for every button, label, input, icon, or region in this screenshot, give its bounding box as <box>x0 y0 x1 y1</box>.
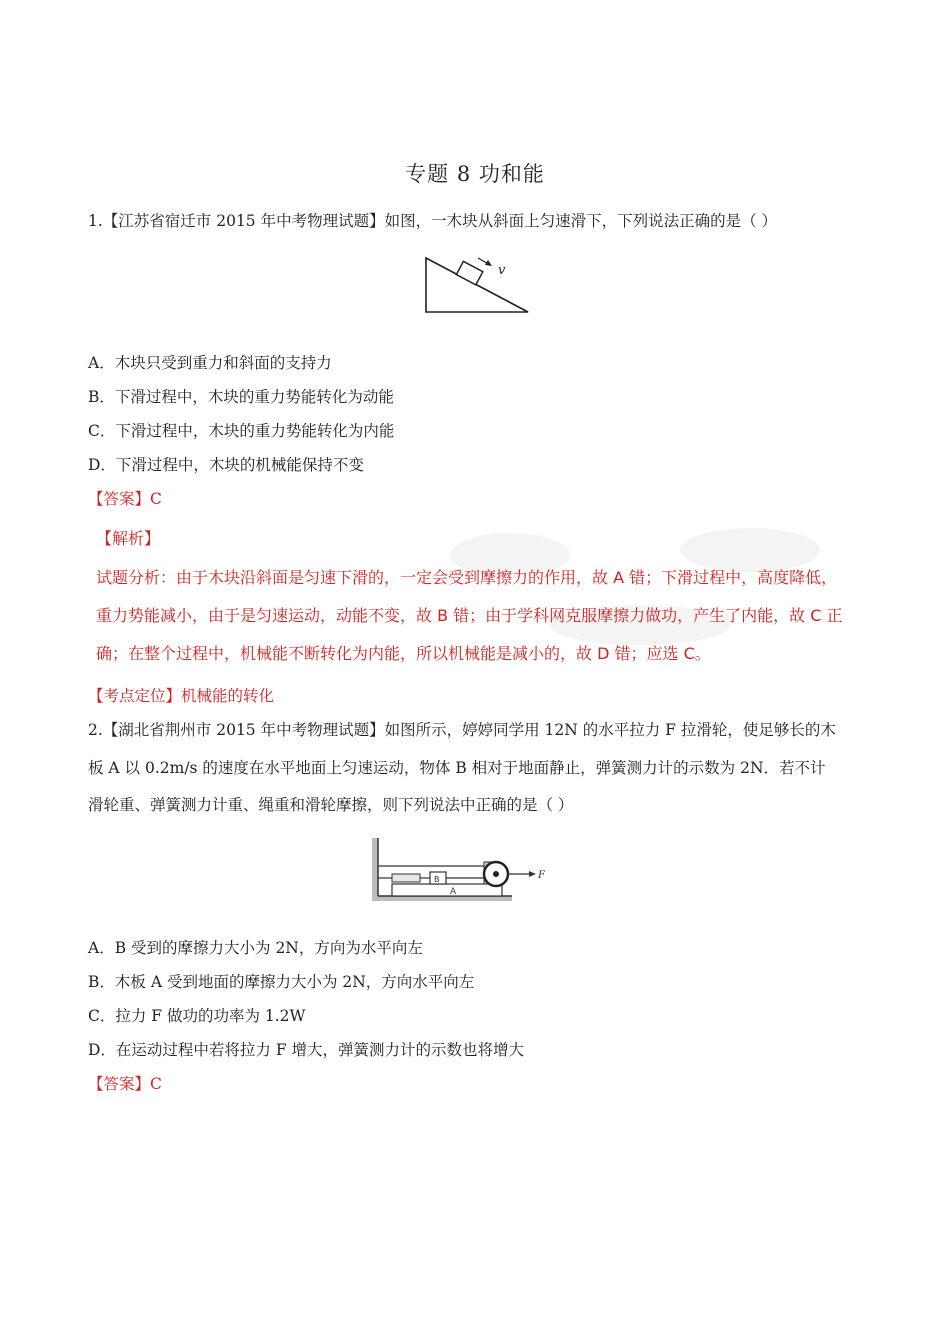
answer-value: C <box>150 490 162 508</box>
analysis-line-1: 试题分析：由于木块沿斜面是匀速下滑的，一定会受到摩擦力的作用，故 A 错；下滑过程中，高度降低， <box>96 568 838 587</box>
wall <box>372 838 378 898</box>
topic-label: 【考点定位】 <box>88 687 182 705</box>
block-b-label: B <box>434 875 440 884</box>
force-arrowhead <box>529 871 536 877</box>
q1-answer <box>88 489 868 509</box>
answer-label: 【答案】 <box>88 490 151 508</box>
q2-option-d: D．在运动过程中若将拉力 F 增大，弹簧测力计的示数也将增大 <box>88 1041 525 1059</box>
q1-option-b: B．下滑过程中，木块的重力势能转化为动能 <box>88 388 394 406</box>
topic-value: 机械能的转化 <box>181 687 275 705</box>
analysis-label: 【解析】 <box>96 529 161 548</box>
spring-scale <box>392 874 420 882</box>
force-label: F <box>538 870 545 881</box>
q1-option-c: C．下滑过程中，木块的重力势能转化为内能 <box>88 422 395 440</box>
q1-option-d: D．下滑过程中，木块的机械能保持不变 <box>88 456 364 474</box>
q1-option-a: A．木块只受到重力和斜面的支持力 <box>88 354 332 372</box>
answer-value: C <box>150 1075 162 1093</box>
q2-stem-line-2: 板 A 以 0.2m/s 的速度在水平地面上匀速运动，物体 B 相对于地面静止，弹簧测力计的示数为 2N．若不计 <box>88 759 826 777</box>
answer-label: 【答案】 <box>88 1075 151 1093</box>
q1-topic <box>88 686 868 706</box>
q1-stem: 1.【江苏省宿迁市 2015 年中考物理试题】如图，一木块从斜面上匀速滑下，下列说法正确的是（ ） <box>88 212 778 230</box>
q2-stem-line-1: 2.【湖北省荆州市 2015 年中考物理试题】如图所示，婷婷同学用 12N 的水平拉力 F 拉滑轮，使足够长的木 <box>88 721 836 739</box>
q2-option-b: B．木板 A 受到地面的摩擦力大小为 2N，方向水平向左 <box>88 973 475 991</box>
velocity-label: v <box>498 263 506 278</box>
analysis-line-3: 确；在整个过程中，机械能不断转化为内能，所以机械能是减小的，故 D 错；应选 C。 <box>96 644 711 663</box>
q2-answer <box>88 1074 868 1094</box>
board-a <box>392 884 502 896</box>
incline-triangle <box>426 258 528 312</box>
page-title: 专题 8 功和能 <box>405 162 545 186</box>
q2-stem-line-3: 滑轮重、弹簧测力计重、绳重和滑轮摩擦，则下列说法中正确的是（ ） <box>88 796 574 814</box>
incline-figure <box>420 252 535 320</box>
analysis-line-2: 重力势能减小，由于是匀速运动，动能不变，故 B 错；由于学科网克服摩擦力做功，产生了内能，故 C 正 <box>96 606 843 625</box>
q2-option-a: A．B 受到的摩擦力大小为 2N，方向为水平向左 <box>88 939 423 957</box>
q2-option-c: C．拉力 F 做功的功率为 1.2W <box>88 1007 306 1025</box>
wooden-block <box>456 261 482 285</box>
board-a-label: A <box>450 887 457 897</box>
pulley-figure <box>372 838 552 904</box>
